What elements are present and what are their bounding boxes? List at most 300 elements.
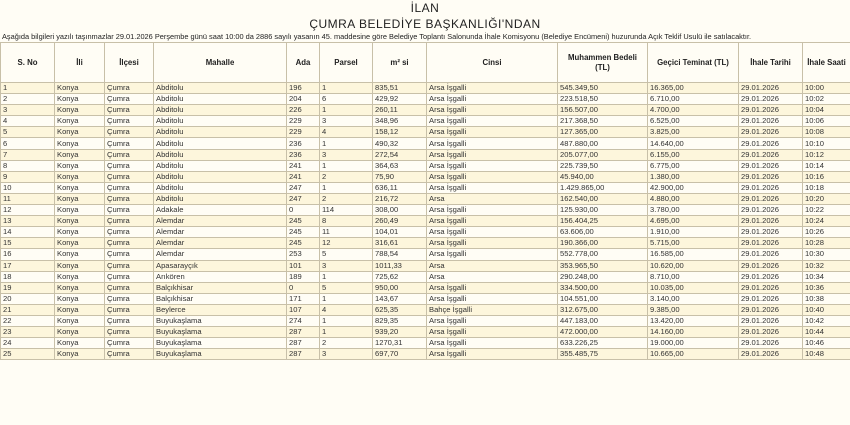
- cell-ili: Konya: [55, 227, 105, 238]
- table-row: [1, 216, 850, 227]
- cell-cinsi: Arsa İşgalli: [427, 249, 558, 260]
- cell-m2: 364,63: [373, 160, 427, 171]
- cell-ili: Konya: [55, 127, 105, 138]
- cell-muhammen: 290.248,00: [558, 271, 648, 282]
- cell-m2: 829,35: [373, 315, 427, 326]
- cell-cinsi: Arsa İşgalli: [427, 293, 558, 304]
- cell-ilcesi: Çumra: [105, 304, 154, 315]
- cell-sno: 7: [1, 149, 55, 160]
- cell-ihale-saati: 10:14: [803, 160, 850, 171]
- cell-sno: 20: [1, 293, 55, 304]
- cell-parsel: 11: [320, 227, 373, 238]
- cell-ihale-saati: 10:32: [803, 260, 850, 271]
- cell-sno: 3: [1, 105, 55, 116]
- cell-m2: 104,01: [373, 227, 427, 238]
- cell-ada: 241: [287, 171, 320, 182]
- cell-ihale-saati: 10:36: [803, 282, 850, 293]
- cell-muhammen: 633.226,25: [558, 338, 648, 349]
- table-row: [1, 315, 850, 326]
- cell-ilcesi: Çumra: [105, 160, 154, 171]
- cell-muhammen: 190.366,00: [558, 238, 648, 249]
- cell-ihale-saati: 10:16: [803, 171, 850, 182]
- cell-ili: Konya: [55, 83, 105, 94]
- cell-parsel: 1: [320, 182, 373, 193]
- cell-sno: 23: [1, 327, 55, 338]
- cell-mahalle: Apasarayçık: [154, 260, 287, 271]
- cell-sno: 4: [1, 116, 55, 127]
- cell-sno: 19: [1, 282, 55, 293]
- cell-parsel: 4: [320, 127, 373, 138]
- cell-ihale-tarihi: 29.01.2026: [739, 304, 803, 315]
- cell-sno: 14: [1, 227, 55, 238]
- table-header-row: [1, 43, 850, 83]
- cell-teminat: 16.365,00: [648, 83, 739, 94]
- col-header-ada: Ada: [287, 43, 320, 83]
- cell-ada: 287: [287, 349, 320, 360]
- cell-teminat: 6.155,00: [648, 149, 739, 160]
- cell-mahalle: Balçıkhisar: [154, 282, 287, 293]
- cell-ada: 171: [287, 293, 320, 304]
- cell-muhammen: 217.368,50: [558, 116, 648, 127]
- cell-ili: Konya: [55, 293, 105, 304]
- cell-ihale-tarihi: 29.01.2026: [739, 315, 803, 326]
- cell-m2: 725,62: [373, 271, 427, 282]
- cell-m2: 788,54: [373, 249, 427, 260]
- cell-cinsi: Arsa İşgalli: [427, 327, 558, 338]
- table-row: [1, 182, 850, 193]
- table-row: [1, 83, 850, 94]
- cell-ada: 247: [287, 193, 320, 204]
- cell-ada: 229: [287, 127, 320, 138]
- cell-ilcesi: Çumra: [105, 216, 154, 227]
- cell-cinsi: Arsa İşgalli: [427, 116, 558, 127]
- cell-cinsi: Arsa İşgalli: [427, 160, 558, 171]
- cell-parsel: 1: [320, 293, 373, 304]
- cell-ihale-tarihi: 29.01.2026: [739, 116, 803, 127]
- table-row: [1, 105, 850, 116]
- cell-parsel: 4: [320, 304, 373, 315]
- cell-parsel: 1: [320, 138, 373, 149]
- cell-mahalle: Abditolu: [154, 171, 287, 182]
- cell-cinsi: Arsa İşgalli: [427, 83, 558, 94]
- cell-ada: 226: [287, 105, 320, 116]
- cell-cinsi: Arsa İşgalli: [427, 205, 558, 216]
- cell-ili: Konya: [55, 149, 105, 160]
- cell-cinsi: Arsa İşgalli: [427, 138, 558, 149]
- cell-sno: 24: [1, 338, 55, 349]
- cell-sno: 2: [1, 94, 55, 105]
- cell-teminat: 6.775,00: [648, 160, 739, 171]
- cell-sno: 21: [1, 304, 55, 315]
- cell-ili: Konya: [55, 205, 105, 216]
- cell-ihale-saati: 10:26: [803, 227, 850, 238]
- cell-teminat: 10.035,00: [648, 282, 739, 293]
- cell-mahalle: Abditolu: [154, 127, 287, 138]
- cell-ilcesi: Çumra: [105, 149, 154, 160]
- cell-ada: 204: [287, 94, 320, 105]
- cell-ili: Konya: [55, 271, 105, 282]
- cell-mahalle: Buyukaşlama: [154, 349, 287, 360]
- cell-ihale-tarihi: 29.01.2026: [739, 127, 803, 138]
- cell-ada: 196: [287, 83, 320, 94]
- cell-ihale-tarihi: 29.01.2026: [739, 271, 803, 282]
- cell-parsel: 6: [320, 94, 373, 105]
- cell-m2: 835,51: [373, 83, 427, 94]
- cell-ilcesi: Çumra: [105, 193, 154, 204]
- cell-ada: 236: [287, 138, 320, 149]
- cell-ada: 189: [287, 271, 320, 282]
- cell-teminat: 3.825,00: [648, 127, 739, 138]
- col-header-ihale-saati: İhale Saati: [803, 43, 850, 83]
- cell-teminat: 42.900,00: [648, 182, 739, 193]
- cell-muhammen: 205.077,00: [558, 149, 648, 160]
- cell-mahalle: Abditolu: [154, 94, 287, 105]
- cell-ada: 253: [287, 249, 320, 260]
- cell-m2: 260,11: [373, 105, 427, 116]
- cell-m2: 316,61: [373, 238, 427, 249]
- cell-ilcesi: Çumra: [105, 171, 154, 182]
- table-row: [1, 304, 850, 315]
- cell-sno: 18: [1, 271, 55, 282]
- cell-ada: 236: [287, 149, 320, 160]
- cell-m2: 158,12: [373, 127, 427, 138]
- cell-sno: 11: [1, 193, 55, 204]
- cell-muhammen: 487.880,00: [558, 138, 648, 149]
- cell-parsel: 2: [320, 193, 373, 204]
- cell-muhammen: 312.675,00: [558, 304, 648, 315]
- cell-muhammen: 162.540,00: [558, 193, 648, 204]
- cell-teminat: 4.695,00: [648, 216, 739, 227]
- table-row: [1, 349, 850, 360]
- cell-ili: Konya: [55, 216, 105, 227]
- cell-sno: 9: [1, 171, 55, 182]
- cell-ilcesi: Çumra: [105, 249, 154, 260]
- cell-cinsi: Arsa İşgalli: [427, 238, 558, 249]
- cell-m2: 1270,31: [373, 338, 427, 349]
- cell-teminat: 8.710,00: [648, 271, 739, 282]
- cell-teminat: 16.585,00: [648, 249, 739, 260]
- cell-cinsi: Arsa İşgalli: [427, 338, 558, 349]
- cell-m2: 143,67: [373, 293, 427, 304]
- cell-ihale-saati: 10:42: [803, 315, 850, 326]
- cell-parsel: 1: [320, 105, 373, 116]
- cell-ihale-saati: 10:20: [803, 193, 850, 204]
- cell-muhammen: 472.000,00: [558, 327, 648, 338]
- cell-muhammen: 355.485,75: [558, 349, 648, 360]
- cell-muhammen: 552.778,00: [558, 249, 648, 260]
- cell-ilcesi: Çumra: [105, 227, 154, 238]
- cell-cinsi: Arsa İşgalli: [427, 349, 558, 360]
- cell-teminat: 1.910,00: [648, 227, 739, 238]
- cell-cinsi: Arsa İşgalli: [427, 182, 558, 193]
- cell-ihale-tarihi: 29.01.2026: [739, 149, 803, 160]
- cell-cinsi: Arsa İşgalli: [427, 216, 558, 227]
- cell-sno: 10: [1, 182, 55, 193]
- cell-ada: 287: [287, 327, 320, 338]
- cell-ilcesi: Çumra: [105, 205, 154, 216]
- cell-parsel: 12: [320, 238, 373, 249]
- cell-ihale-saati: 10:00: [803, 83, 850, 94]
- cell-mahalle: Alemdar: [154, 249, 287, 260]
- col-header-m2: m² si: [373, 43, 427, 83]
- cell-teminat: 9.385,00: [648, 304, 739, 315]
- table-body: [1, 83, 850, 360]
- cell-mahalle: Buyukaşlama: [154, 327, 287, 338]
- page-title: İLAN: [410, 1, 440, 15]
- cell-ihale-tarihi: 29.01.2026: [739, 349, 803, 360]
- cell-ili: Konya: [55, 94, 105, 105]
- cell-ihale-tarihi: 29.01.2026: [739, 227, 803, 238]
- cell-ili: Konya: [55, 282, 105, 293]
- cell-ada: 241: [287, 160, 320, 171]
- cell-cinsi: Arsa İşgalli: [427, 149, 558, 160]
- cell-ihale-tarihi: 29.01.2026: [739, 260, 803, 271]
- cell-ada: 247: [287, 182, 320, 193]
- cell-ili: Konya: [55, 138, 105, 149]
- cell-mahalle: Abditolu: [154, 83, 287, 94]
- cell-teminat: 4.700,00: [648, 105, 739, 116]
- cell-mahalle: Abditolu: [154, 160, 287, 171]
- cell-ihale-tarihi: 29.01.2026: [739, 182, 803, 193]
- cell-muhammen: 63.606,00: [558, 227, 648, 238]
- table-row: [1, 260, 850, 271]
- cell-sno: 12: [1, 205, 55, 216]
- cell-ihale-tarihi: 29.01.2026: [739, 83, 803, 94]
- cell-m2: 950,00: [373, 282, 427, 293]
- cell-cinsi: Arsa İşgalli: [427, 171, 558, 182]
- cell-cinsi: Arsa: [427, 260, 558, 271]
- cell-ihale-saati: 10:08: [803, 127, 850, 138]
- cell-m2: 490,32: [373, 138, 427, 149]
- cell-sno: 22: [1, 315, 55, 326]
- cell-ihale-saati: 10:38: [803, 293, 850, 304]
- cell-m2: 429,92: [373, 94, 427, 105]
- cell-mahalle: Arıkören: [154, 271, 287, 282]
- cell-cinsi: Arsa İşgalli: [427, 282, 558, 293]
- cell-mahalle: Abditolu: [154, 182, 287, 193]
- cell-sno: 25: [1, 349, 55, 360]
- cell-teminat: 4.880,00: [648, 193, 739, 204]
- cell-mahalle: Buyukaşlama: [154, 338, 287, 349]
- col-header-muhammen: Muhammen Bedeli (TL): [558, 43, 648, 83]
- cell-ili: Konya: [55, 338, 105, 349]
- cell-ili: Konya: [55, 327, 105, 338]
- col-header-ilcesi: İlçesi: [105, 43, 154, 83]
- cell-ili: Konya: [55, 116, 105, 127]
- table-row: [1, 116, 850, 127]
- cell-teminat: 13.420,00: [648, 315, 739, 326]
- cell-muhammen: 1.429.865,00: [558, 182, 648, 193]
- cell-ada: 101: [287, 260, 320, 271]
- cell-ilcesi: Çumra: [105, 182, 154, 193]
- cell-ada: 245: [287, 227, 320, 238]
- cell-m2: 75,90: [373, 171, 427, 182]
- col-header-ihale-tarihi: İhale Tarihi: [739, 43, 803, 83]
- cell-ihale-saati: 10:28: [803, 238, 850, 249]
- cell-ilcesi: Çumra: [105, 293, 154, 304]
- cell-ihale-tarihi: 29.01.2026: [739, 94, 803, 105]
- cell-ili: Konya: [55, 160, 105, 171]
- cell-teminat: 5.715,00: [648, 238, 739, 249]
- cell-cinsi: Arsa: [427, 193, 558, 204]
- page-subtitle: ÇUMRA BELEDİYE BAŞKANLIĞI'NDAN: [309, 17, 541, 31]
- cell-muhammen: 223.518,50: [558, 94, 648, 105]
- cell-ilcesi: Çumra: [105, 260, 154, 271]
- cell-ada: 107: [287, 304, 320, 315]
- cell-ilcesi: Çumra: [105, 282, 154, 293]
- cell-parsel: 2: [320, 171, 373, 182]
- cell-ihale-tarihi: 29.01.2026: [739, 327, 803, 338]
- cell-ilcesi: Çumra: [105, 116, 154, 127]
- cell-ihale-saati: 10:30: [803, 249, 850, 260]
- cell-teminat: 3.780,00: [648, 205, 739, 216]
- cell-ilcesi: Çumra: [105, 105, 154, 116]
- cell-mahalle: Abditolu: [154, 105, 287, 116]
- cell-muhammen: 545.349,50: [558, 83, 648, 94]
- cell-ihale-saati: 10:44: [803, 327, 850, 338]
- cell-ihale-saati: 10:40: [803, 304, 850, 315]
- cell-ihale-saati: 10:12: [803, 149, 850, 160]
- cell-parsel: 3: [320, 260, 373, 271]
- cell-teminat: 10.620,00: [648, 260, 739, 271]
- cell-teminat: 3.140,00: [648, 293, 739, 304]
- cell-ihale-saati: 10:02: [803, 94, 850, 105]
- cell-mahalle: Beylerce: [154, 304, 287, 315]
- cell-ada: 229: [287, 116, 320, 127]
- cell-teminat: 6.525,00: [648, 116, 739, 127]
- cell-m2: 348,96: [373, 116, 427, 127]
- cell-sno: 8: [1, 160, 55, 171]
- table-row: [1, 193, 850, 204]
- cell-mahalle: Buyukaşlama: [154, 315, 287, 326]
- intro-text: Aşağıda bilgileri yazılı taşınmazlar 29.01.2026 Perşembe günü saat 10:00 da 2886 sayılı yasanın 45. maddesine göre Belediye Toplantı Salonunda İhale Komisyonu (Belediye Encümeni) huzurunda Açık Teklif Usulü ile satılacaktır.: [2, 32, 752, 41]
- cell-sno: 6: [1, 138, 55, 149]
- cell-muhammen: 45.940,00: [558, 171, 648, 182]
- auction-table: [0, 42, 850, 360]
- cell-m2: 260,49: [373, 216, 427, 227]
- cell-mahalle: Alemdar: [154, 227, 287, 238]
- cell-muhammen: 447.183,00: [558, 315, 648, 326]
- cell-m2: 625,35: [373, 304, 427, 315]
- cell-teminat: 19.000,00: [648, 338, 739, 349]
- cell-teminat: 14.160,00: [648, 327, 739, 338]
- cell-m2: 636,11: [373, 182, 427, 193]
- cell-cinsi: Arsa İşgalli: [427, 127, 558, 138]
- cell-ada: 0: [287, 282, 320, 293]
- cell-m2: 939,20: [373, 327, 427, 338]
- cell-ada: 274: [287, 315, 320, 326]
- cell-mahalle: Abditolu: [154, 193, 287, 204]
- cell-parsel: 3: [320, 349, 373, 360]
- cell-ili: Konya: [55, 349, 105, 360]
- cell-ihale-saati: 10:10: [803, 138, 850, 149]
- col-header-sno: S. No: [1, 43, 55, 83]
- cell-ada: 0: [287, 205, 320, 216]
- cell-ili: Konya: [55, 304, 105, 315]
- cell-muhammen: 334.500,00: [558, 282, 648, 293]
- cell-m2: 1011,33: [373, 260, 427, 271]
- table-row: [1, 327, 850, 338]
- cell-ada: 287: [287, 338, 320, 349]
- col-header-cinsi: Cinsi: [427, 43, 558, 83]
- col-header-teminat: Geçici Teminat (TL): [648, 43, 739, 83]
- cell-parsel: 114: [320, 205, 373, 216]
- table-row: [1, 127, 850, 138]
- cell-muhammen: 104.551,00: [558, 293, 648, 304]
- cell-ili: Konya: [55, 193, 105, 204]
- cell-ili: Konya: [55, 171, 105, 182]
- cell-ihale-tarihi: 29.01.2026: [739, 205, 803, 216]
- cell-ilcesi: Çumra: [105, 138, 154, 149]
- cell-parsel: 1: [320, 83, 373, 94]
- table-row: [1, 338, 850, 349]
- cell-ilcesi: Çumra: [105, 238, 154, 249]
- cell-muhammen: 156.507,00: [558, 105, 648, 116]
- cell-m2: 308,00: [373, 205, 427, 216]
- cell-ada: 245: [287, 238, 320, 249]
- cell-ihale-tarihi: 29.01.2026: [739, 138, 803, 149]
- cell-mahalle: Balçıkhisar: [154, 293, 287, 304]
- table-row: [1, 238, 850, 249]
- cell-mahalle: Alemdar: [154, 238, 287, 249]
- table-row: [1, 149, 850, 160]
- cell-parsel: 5: [320, 249, 373, 260]
- cell-ili: Konya: [55, 238, 105, 249]
- cell-mahalle: Alemdar: [154, 216, 287, 227]
- cell-sno: 17: [1, 260, 55, 271]
- cell-teminat: 14.640,00: [648, 138, 739, 149]
- cell-cinsi: Bahçe İşgalli: [427, 304, 558, 315]
- cell-parsel: 5: [320, 282, 373, 293]
- cell-m2: 697,70: [373, 349, 427, 360]
- cell-mahalle: Abditolu: [154, 149, 287, 160]
- col-header-parsel: Parsel: [320, 43, 373, 83]
- cell-ihale-tarihi: 29.01.2026: [739, 216, 803, 227]
- cell-ilcesi: Çumra: [105, 127, 154, 138]
- cell-ilcesi: Çumra: [105, 94, 154, 105]
- cell-ada: 245: [287, 216, 320, 227]
- cell-ihale-tarihi: 29.01.2026: [739, 171, 803, 182]
- cell-ilcesi: Çumra: [105, 349, 154, 360]
- table-row: [1, 205, 850, 216]
- cell-cinsi: Arsa İşgalli: [427, 227, 558, 238]
- cell-sno: 13: [1, 216, 55, 227]
- cell-ili: Konya: [55, 315, 105, 326]
- cell-cinsi: Arsa: [427, 271, 558, 282]
- table-row: [1, 282, 850, 293]
- cell-teminat: 1.380,00: [648, 171, 739, 182]
- table-row: [1, 138, 850, 149]
- cell-sno: 15: [1, 238, 55, 249]
- cell-ihale-saati: 10:46: [803, 338, 850, 349]
- cell-teminat: 10.665,00: [648, 349, 739, 360]
- cell-ihale-saati: 10:22: [803, 205, 850, 216]
- cell-ihale-saati: 10:18: [803, 182, 850, 193]
- cell-ihale-saati: 10:34: [803, 271, 850, 282]
- cell-sno: 16: [1, 249, 55, 260]
- cell-m2: 216,72: [373, 193, 427, 204]
- cell-ilcesi: Çumra: [105, 327, 154, 338]
- cell-muhammen: 156.404,25: [558, 216, 648, 227]
- cell-parsel: 2: [320, 338, 373, 349]
- cell-m2: 272,54: [373, 149, 427, 160]
- cell-ili: Konya: [55, 105, 105, 116]
- cell-ili: Konya: [55, 182, 105, 193]
- cell-parsel: 1: [320, 160, 373, 171]
- cell-parsel: 8: [320, 216, 373, 227]
- cell-ihale-tarihi: 29.01.2026: [739, 160, 803, 171]
- cell-ili: Konya: [55, 260, 105, 271]
